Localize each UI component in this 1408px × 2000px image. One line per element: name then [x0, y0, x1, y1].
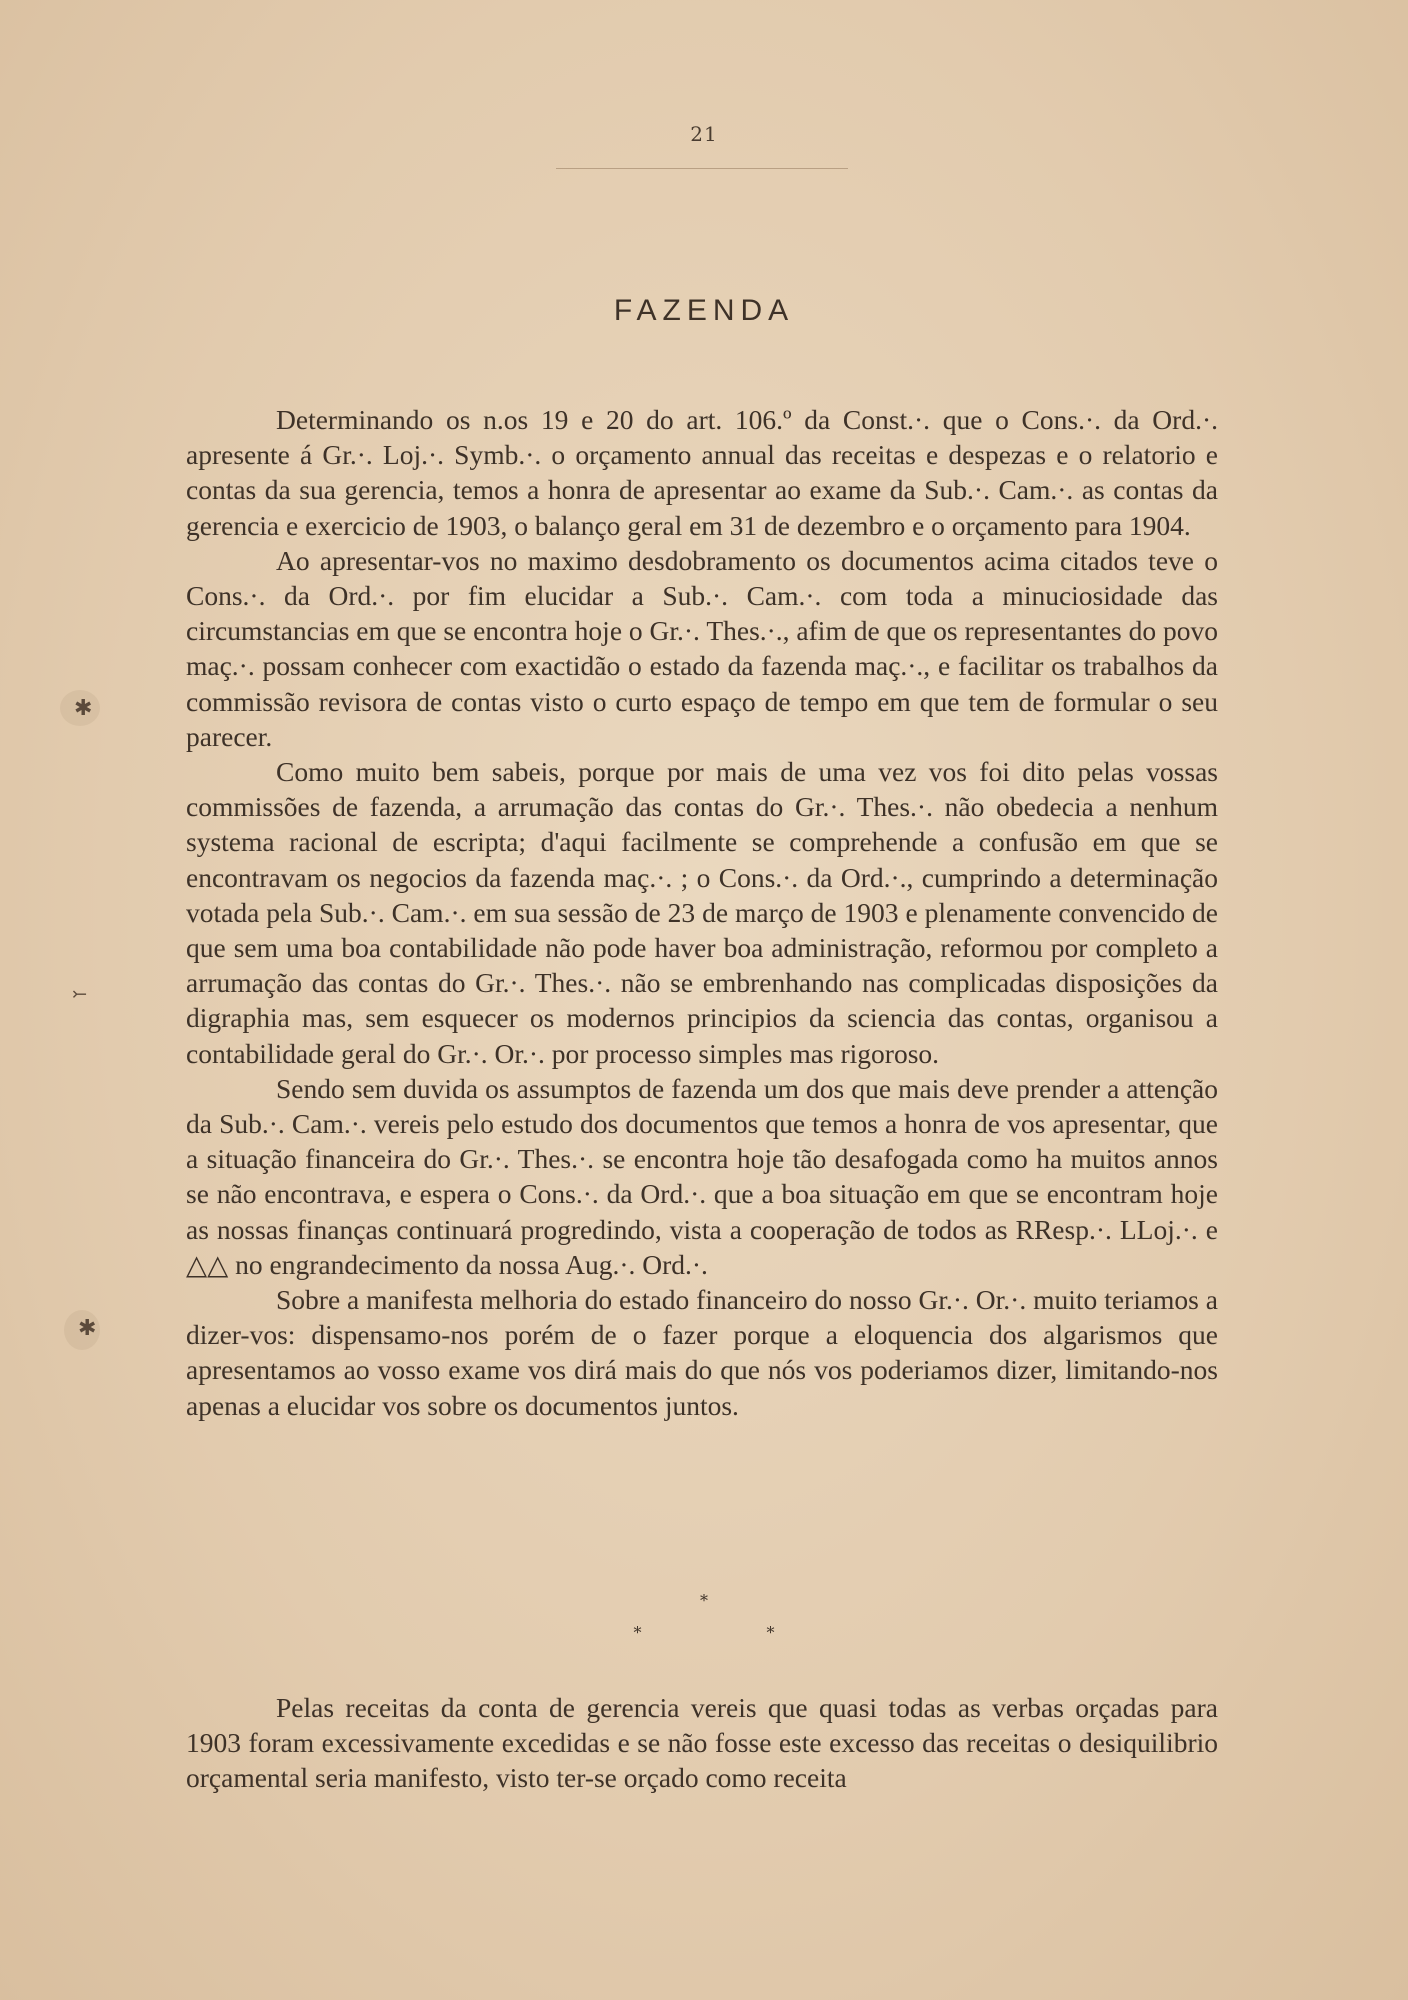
header-rule [556, 168, 848, 169]
section-title: FAZENDA [613, 294, 795, 327]
paragraph: Sendo sem duvida os assumptos de fazenda um dos que mais deve prender a attenção da Sub.·. Cam.·. vereis pelo estudo dos documentos que temos a honra de vos apresentar, que a situação financeira do Gr.·. Thes.·. se encontra hoje tão desafogada como ha muitos annos se não encontrava, e espera o Cons.·. da Ord.·. que a boa situação em que se encontram hoje as nossas finanças continuará progredindo, vista a cooperação de todos as RResp.·. LLoj.·. e △△ no engrandecimento da nossa Aug.·. Ord.·. [186, 1072, 1218, 1280]
margin-blot-icon: ✱ [74, 696, 93, 721]
paragraph: Determinando os n.os 19 e 20 do art. 106.º da Const.·. que o Cons.·. da Ord.·. apresente á Gr.·. Loj.·. Symb.·. o orçamento annual das receitas e despezas e o relatorio e contas da sua gerencia, temos a honra de apresentar ao exame da Sub.·. Cam.·. as contas da gerencia e exercicio de 1903, o balanço geral em 31 de dezembro e o orçamento para 1904. [186, 404, 1218, 541]
asterism-top: * [700, 1591, 708, 1610]
margin-blot-icon: ⤚ [72, 984, 88, 1005]
paragraph: Sobre a manifesta melhoria do estado financeiro do nosso Gr.·. Or.·. muito teriamos a dizer-vos: dispensamo-nos porém de o fazer porque a eloquencia dos algarismos que apresentamos ao vosso exame vos dirá mais do que nós vos poderiamos dizer, limitando-nos apenas a elucidar vos sobre os documentos juntos. [186, 1284, 1218, 1421]
page-number: 21 [690, 122, 718, 146]
asterism-bottom: * * [633, 1623, 835, 1642]
paragraph: Ao apresentar-vos no maximo desdobramento os documentos acima citados teve o Cons.·. da Ord.·. por fim elucidar a Sub.·. Cam.·. com toda a minuciosidade das circumstancias em que se encontra hoje o Gr.·. Thes.·., afim de que os representantes do povo maç.·. possam conhecer com exactidão o estado da fazenda maç.·., e facilitar os trabalhos da commissão revisora de contas visto o curto espaço de tempo em que tem de formular o seu parecer. [186, 544, 1218, 752]
continued-text [186, 1690, 1218, 1796]
paragraph: Pelas receitas da conta de gerencia vereis que quasi todas as verbas orçadas para 1903 foram excessivamente excedidas e se não fosse este excesso das receitas o desiquilibrio orçamental seria manifesto, visto ter-se orçado como receita [186, 1692, 1218, 1794]
margin-blot-icon: ✱ [78, 1316, 97, 1341]
paragraph: Como muito bem sabeis, porque por mais de uma vez vos foi dito pelas vossas commissões de fazenda, a arrumação das contas do Gr.·. Thes.·. não obedecia a nenhum systema racional de escripta; d'aqui facilmente se comprehende a confusão em que se encontravam os negocios da fazenda maç.·. ; o Cons.·. da Ord.·., cumprindo a determinação votada pela Sub.·. Cam.·. em sua sessão de 23 de março de 1903 e plenamente convencido de que sem uma boa contabilidade não pode haver boa administração, reformou por completo a arrumação das contas do Gr.·. Thes.·. não se embrenhando nas complicadas disposições da digraphia mas, sem esquecer os modernos principios da sciencia das contas, organisou a contabilidade geral do Gr.·. Or.·. por processo simples mas rigoroso. [186, 756, 1218, 1069]
main-text [186, 402, 1218, 1423]
